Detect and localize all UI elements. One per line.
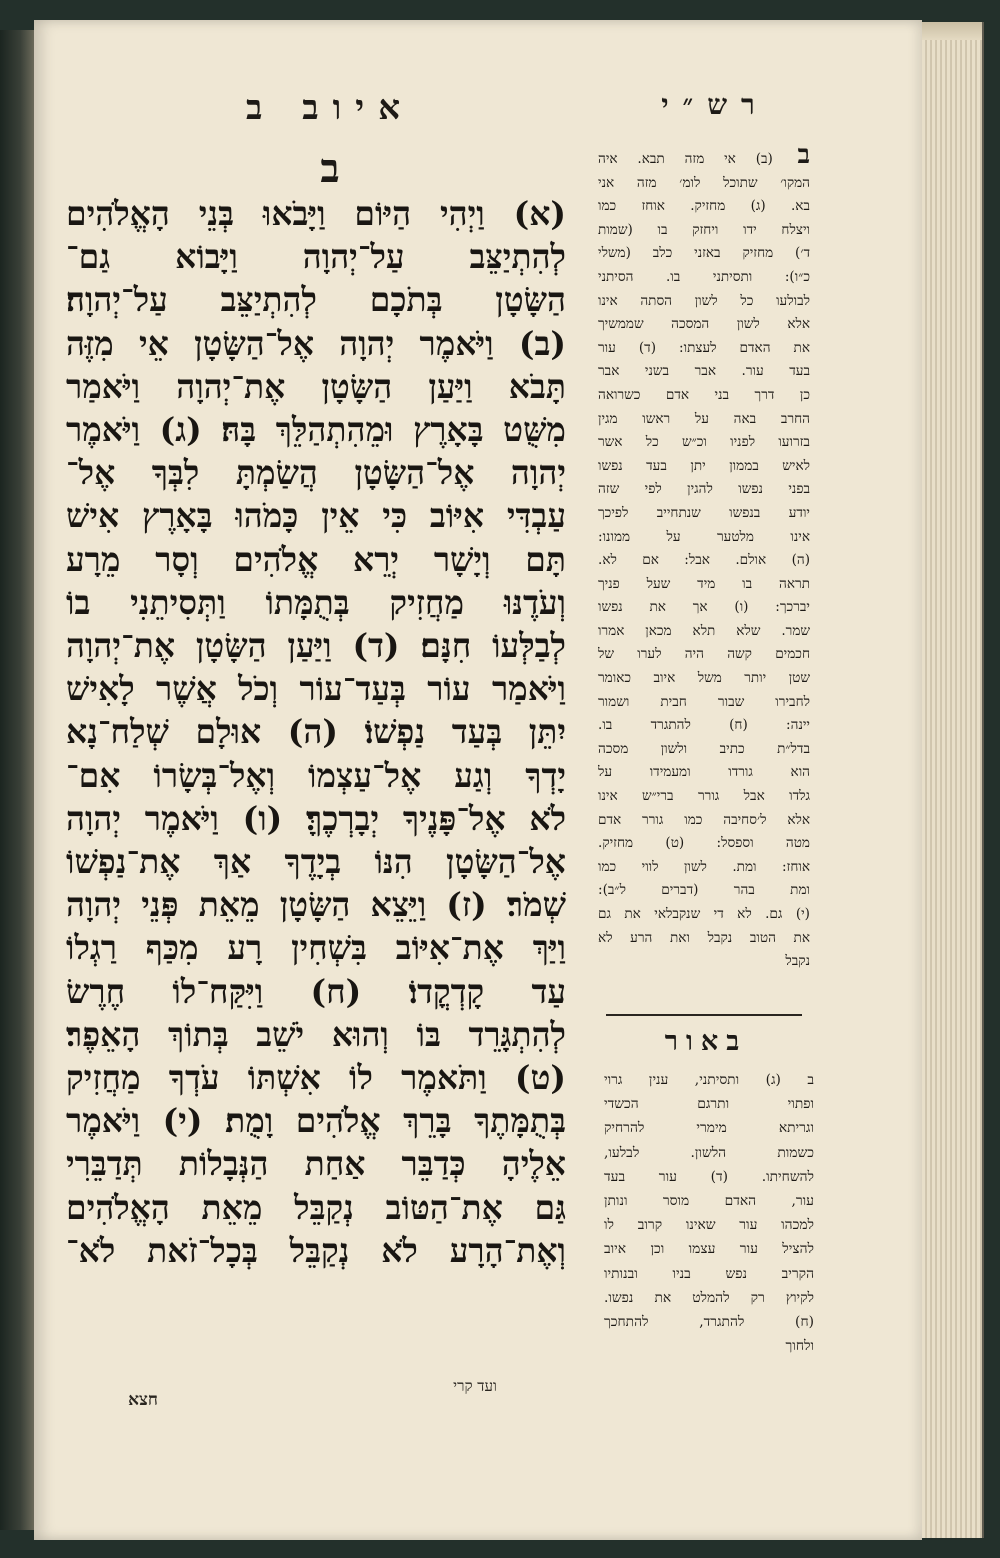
rashi-line: שטן יותר משל איוב כאומר	[598, 670, 810, 687]
rashi-line: לבולעו כל לשון הסתה אינו	[598, 292, 810, 309]
verse-line: (ב) וַיֹּאמֶר יְהוָה אֶל־הַשָּׂטָן אֵי מִזֶּה	[66, 323, 566, 363]
rashi-line: בא. (ג) מחזיק. אוחז כמו	[598, 198, 810, 215]
rashi-line: נקבל	[785, 953, 810, 970]
verse-line: עַד קָדְקֳדוֹ׃ (ח) וַיִּקַּח־לוֹ חֶרֶשׂ	[66, 971, 566, 1011]
biur-line: להציל עור עצמו וכן איוב	[604, 1241, 814, 1258]
verse-line: גַּם אֶת־הַטּוֹב נְקַבֵּל מֵאֵת הָאֱלֹהִים	[66, 1187, 566, 1227]
running-head-rashi: רש״י	[661, 88, 769, 121]
biur-line: לקיוץ רק להמלט את נפשו.	[604, 1289, 814, 1306]
rashi-line: בפני נפשו להגין לפי שזה	[598, 481, 810, 498]
rashi-line: בעד עור. אבר בשני אבר	[598, 363, 810, 380]
rashi-line: ד׳) מחזיק באזני כלב (משלי	[598, 245, 810, 262]
rashi-commentary	[598, 144, 810, 974]
rashi-line: אינו מלטער על ממונו:	[598, 528, 810, 545]
biur-line: ופתוי ותרגם הכשדי	[604, 1096, 814, 1113]
verse-line: לְבַלְּעוֹ חִנָּם׃ (ד) וַיַּעַן הַשָּׂטָן אֶת־יְהוָה	[66, 626, 566, 666]
verse-line: (ט) וַתֹּאמֶר לוֹ אִשְׁתּוֹ עֹדְךָ מַחֲזִיק	[66, 1058, 566, 1098]
biur-line: למכהו עור שאינו קרוב לו	[604, 1217, 814, 1234]
verse-line: וַיֹּאמַר עוֹר בְּעַד־עוֹר וְכֹל אֲשֶׁר לָאִישׁ	[66, 669, 566, 709]
verse-line: וְאֶת־הָרָע לֹא נְקַבֵּל בְּכָל־זֹאת לֹא־	[66, 1230, 566, 1270]
rashi-line: יודע בנפשו שנתחייב לפיכך	[598, 504, 810, 521]
verse-line: תָּבֹא וַיַּעַן הַשָּׂטָן אֶת־יְהוָה וַיֹּאמַר	[66, 366, 566, 406]
biur-line: וגריתא מימרי להרחיק	[604, 1120, 814, 1137]
rashi-line	[598, 144, 810, 172]
verse-line: מִשֻּׁט בָּאָרֶץ וּמֵהִתְהַלֵּךְ בָּהּ׃ (ג) וַיֹּאמֶר	[66, 410, 566, 450]
rashi-line: אוחז: ומת. לשון לווי כמו	[598, 858, 810, 875]
biur-line: עור, האדם מוסר ונותן	[604, 1193, 814, 1210]
verse-line: וְעֹדֶנּוּ מַחֲזִיק בְּתֻמָּתוֹ וַתְּסִיתֵנִי בוֹ	[66, 582, 566, 622]
verse-line: (א) וַיְהִי הַיּוֹם וַיָּבֹאוּ בְּנֵי הָאֱלֹהִים	[66, 194, 566, 233]
biur-line: כשמות הלשון. לבלעו,	[604, 1144, 814, 1161]
biur-line: (ח) להתגרד, להתחכך	[604, 1314, 814, 1331]
rashi-line: כ״ו): ותסיתני בו. הסיתני	[598, 268, 810, 285]
verse-line: תָּם וְיָשָׁר יְרֵא אֱלֹהִים וְסָר מֵרָע	[66, 539, 566, 579]
rashi-line: לחבירו שבור חבית ושמור	[598, 693, 810, 710]
rashi-line: המקו׳ שתוכל לומ׳ מזה אני	[598, 174, 810, 191]
rashi-line: לאיש בממון יתן בעד נפשו	[598, 457, 810, 474]
biur-lead-letter: ב	[780, 1072, 814, 1088]
rashi-line: הוא גורדו ומעמידו על	[598, 764, 810, 781]
chapter-number: ב	[320, 145, 340, 192]
rashi-line: יינה: (ח) להתגרד בו.	[598, 717, 810, 734]
verse-line: שְׁמֹר׃ (ז) וַיֵּצֵא הַשָּׂטָן מֵאֵת פְּנֵי יְהוָה	[66, 885, 566, 925]
rashi-line-text: (ב) אי מזה תבא. איה	[598, 151, 773, 167]
rashi-line: בזרועו לפניו וכ״ש כל אשר	[598, 434, 810, 451]
verse-line: בְּתֻמָּתֶךָ בָּרֵךְ אֱלֹהִים וָמֻת׃ (י) וַיֹּאמֶר	[66, 1101, 566, 1141]
verse-line: אֶל־הַשָּׂטָן הִנּוֹ בְיָדֶךָ אַךְ אֶת־נַפְשׁוֹ	[66, 842, 566, 882]
verse-line: לֹא אֶל־פָּנֶיךָ יְבָרְכֶךָּ׃ (ו) וַיֹּאמֶר יְהוָה	[66, 798, 566, 838]
rashi-line: שמר. שלא תלא מכאן אמרו	[598, 622, 810, 639]
biur-heading: באור	[664, 1026, 748, 1057]
running-head-main: איוב ב	[245, 88, 415, 128]
rashi-line: יברכך: (ו) אך את נפשו	[598, 599, 810, 616]
rashi-line: (ה) אולם. אבל: אם לא.	[598, 552, 810, 569]
biur-commentary	[604, 1068, 814, 1358]
verse-line: וַיַּךְ אֶת־אִיּוֹב בִּשְׁחִין רָע מִכַּף רַגְלוֹ	[66, 928, 566, 968]
page-edges	[922, 22, 984, 1538]
column-divider	[606, 1014, 802, 1016]
biur-line-text: (ג) ותסיתני, ענין גרוי	[604, 1072, 781, 1088]
biur-line: להשחיתו. (ד) עור בעד	[604, 1168, 814, 1185]
verse-line: יְהוָה אֶל־הַשָּׂטָן הֲשַׂמְתָּ לִבְּךָ אֶל־	[66, 453, 566, 493]
verse-line: אֵלֶיהָ כְּדַבֵּר אַחַת הַנְּבָלוֹת תְּדַבֵּרִי	[66, 1144, 566, 1184]
verse-line: לְהִתְגָּרֵד בּוֹ וְהוּא יֹשֵׁב בְּתוֹךְ הָאֵפֶר׃	[66, 1014, 566, 1054]
rashi-line: את האדם לעצתו: (ד) עור	[598, 339, 810, 356]
book-spine-edge	[0, 30, 34, 1530]
verse-line: עַבְדִּי אִיּוֹב כִּי אֵין כָּמֹהוּ בָּאָרֶץ אִישׁ	[66, 496, 566, 536]
rashi-line: את הטוב נקבל ואת הרע לא	[598, 929, 810, 946]
rashi-line: ויצלח ידו ויחזק בו (שמות	[598, 221, 810, 238]
rashi-line: בדל״ת כתיב ולשון מסכה	[598, 740, 810, 757]
rashi-line: אלא לשון המסכה שממשיך	[598, 316, 810, 333]
rashi-line: כן דרך בני אדם כשרואה	[598, 386, 810, 403]
rashi-line: גלדו אבל גורר ברי״ש אינו	[598, 788, 810, 805]
biur-line: ולחוך	[785, 1338, 814, 1355]
rashi-line: אלא ל׳סחיבה כמו גורר אדם	[598, 811, 810, 828]
rashi-line: תראה בו מיד שעל פניך	[598, 575, 810, 592]
rashi-line: מטה וספסל: (ט) מחזיק.	[598, 835, 810, 852]
rashi-line: ומת בהר (דברים ל״ב):	[598, 882, 810, 899]
kri-footnote: ועד קרי	[453, 1377, 497, 1395]
rashi-lead-letter: ב	[772, 144, 810, 170]
verse-line: יָדְךָ וְגַע אֶל־עַצְמוֹ וְאֶל־בְּשָׂרוֹ אִם־	[66, 755, 566, 795]
rashi-line: החרב באה על ראשו מגין	[598, 410, 810, 427]
verse-line: יִתֵּן בְּעַד נַפְשׁוֹ׃ (ה) אוּלָם שְׁלַח־נָא	[66, 712, 566, 752]
biur-line: הקריב נפש בניו ובנותיו	[604, 1265, 814, 1282]
printer-signature: חצא	[128, 1390, 158, 1410]
verse-line: הַשָּׂטָן בְּתֹכָם לְהִתְיַצֵּב עַל־יְהוָה׃	[66, 280, 566, 320]
verse-line: לְהִתְיַצֵּב עַל־יְהוָה וַיָּבוֹא גַם־	[66, 237, 566, 277]
rashi-line: חכמים קשה היה לערו של	[598, 646, 810, 663]
rashi-line: (י) גם. לא די שנקבלאי את גם	[598, 906, 810, 922]
biur-line	[604, 1068, 814, 1092]
main-biblical-text	[66, 192, 566, 1272]
